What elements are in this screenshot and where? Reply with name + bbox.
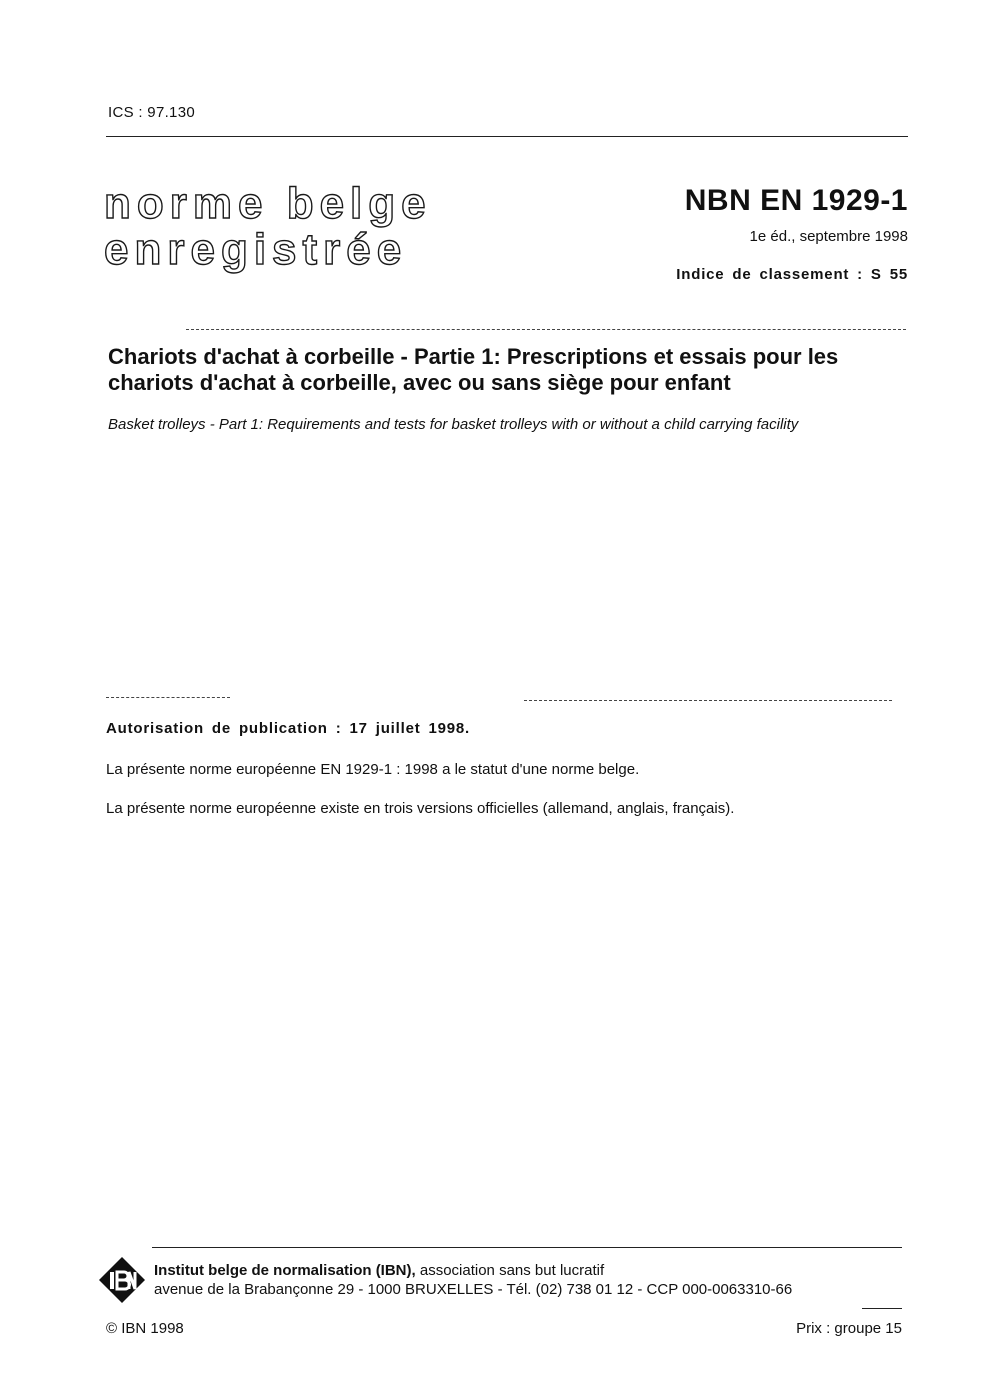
institute-description: association sans but lucratif — [415, 1262, 605, 1279]
publication-divider-left — [106, 697, 230, 698]
outline-title-line1: norme belge — [104, 179, 432, 228]
price-group: Prix : groupe 15 — [796, 1320, 902, 1337]
outline-title-line2: enregistrée — [104, 225, 408, 274]
footer-divider-short — [862, 1308, 902, 1309]
english-title: Basket trolleys - Part 1: Requirements and tests for basket trolleys with or without a child carrying facility — [108, 416, 799, 433]
versions-paragraph: La présente norme européenne existe en trois versions officielles (allemand, anglais, français). — [106, 800, 735, 817]
standard-code: NBN EN 1929-1 — [684, 184, 908, 217]
institute-line — [154, 1262, 604, 1279]
title-divider — [186, 329, 906, 330]
footer-divider-top — [152, 1247, 902, 1248]
french-title: Chariots d'achat à corbeille - Partie 1: Prescriptions et essais pour les chariots d'achat à corbeille, avec ou sans siège pour enfant — [108, 344, 839, 395]
edition-date: 1e éd., septembre 1998 — [749, 228, 908, 245]
status-paragraph: La présente norme européenne EN 1929-1 : 1998 a le statut d'une norme belge. — [106, 761, 640, 778]
institute-name: Institut belge de normalisation (IBN), — [154, 1262, 416, 1279]
classification-index: Indice de classement : S 55 — [676, 266, 908, 283]
ibn-logo-icon — [98, 1256, 146, 1304]
publication-divider-right — [524, 700, 892, 701]
top-divider — [106, 136, 908, 137]
institute-address: avenue de la Brabançonne 29 - 1000 BRUXELLES - Tél. (02) 738 01 12 - CCP 000-0063310-66 — [154, 1281, 793, 1298]
ics-code: ICS : 97.130 — [108, 104, 195, 121]
copyright: © IBN 1998 — [106, 1320, 184, 1337]
publication-authorization: Autorisation de publication : 17 juillet 1998. — [106, 720, 471, 737]
